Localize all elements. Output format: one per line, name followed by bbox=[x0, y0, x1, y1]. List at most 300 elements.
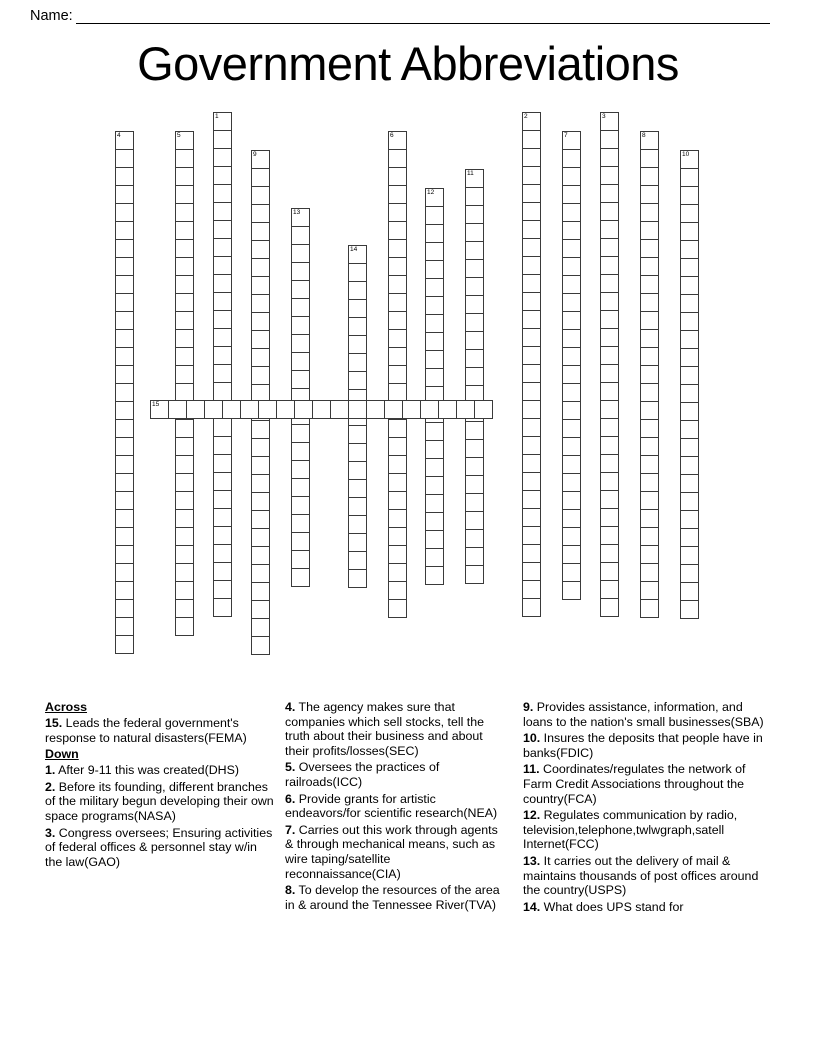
grid-cell[interactable] bbox=[294, 400, 313, 419]
grid-cell[interactable] bbox=[175, 185, 194, 204]
grid-cell[interactable] bbox=[465, 205, 484, 224]
grid-cell[interactable] bbox=[640, 527, 659, 546]
grid-cell[interactable] bbox=[115, 329, 134, 348]
grid-cell[interactable] bbox=[522, 580, 541, 599]
grid-cell[interactable] bbox=[175, 437, 194, 456]
grid-cell[interactable] bbox=[522, 202, 541, 221]
grid-cell[interactable] bbox=[600, 202, 619, 221]
grid-cell[interactable] bbox=[251, 222, 270, 241]
grid-cell[interactable] bbox=[213, 436, 232, 455]
grid-cell[interactable] bbox=[251, 168, 270, 187]
grid-cell[interactable] bbox=[465, 439, 484, 458]
grid-cell[interactable] bbox=[115, 257, 134, 276]
grid-cell[interactable] bbox=[115, 185, 134, 204]
grid-cell[interactable] bbox=[600, 166, 619, 185]
grid-cell[interactable] bbox=[213, 526, 232, 545]
grid-cell[interactable] bbox=[562, 275, 581, 294]
grid-cell[interactable] bbox=[115, 473, 134, 492]
grid-cell-start-10[interactable] bbox=[680, 150, 699, 169]
grid-cell[interactable] bbox=[251, 492, 270, 511]
grid-cell[interactable] bbox=[213, 166, 232, 185]
grid-cell[interactable] bbox=[640, 383, 659, 402]
grid-cell[interactable] bbox=[522, 400, 541, 419]
grid-cell[interactable] bbox=[522, 490, 541, 509]
grid-cell[interactable] bbox=[388, 293, 407, 312]
grid-cell[interactable] bbox=[291, 532, 310, 551]
grid-cell[interactable] bbox=[115, 437, 134, 456]
grid-cell[interactable] bbox=[562, 203, 581, 222]
grid-cell[interactable] bbox=[388, 149, 407, 168]
grid-cell[interactable] bbox=[291, 334, 310, 353]
grid-cell[interactable] bbox=[213, 562, 232, 581]
grid-cell-start-11[interactable] bbox=[465, 169, 484, 188]
grid-cell[interactable] bbox=[366, 400, 385, 419]
grid-cell[interactable] bbox=[204, 400, 223, 419]
grid-cell[interactable] bbox=[562, 311, 581, 330]
grid-cell[interactable] bbox=[175, 221, 194, 240]
grid-cell[interactable] bbox=[640, 167, 659, 186]
grid-cell[interactable] bbox=[348, 371, 367, 390]
grid-cell[interactable] bbox=[115, 563, 134, 582]
grid-cell[interactable] bbox=[251, 600, 270, 619]
grid-cell[interactable] bbox=[348, 335, 367, 354]
grid-cell[interactable] bbox=[213, 580, 232, 599]
grid-cell[interactable] bbox=[175, 617, 194, 636]
grid-cell[interactable] bbox=[600, 544, 619, 563]
grid-cell[interactable] bbox=[388, 347, 407, 366]
grid-cell[interactable] bbox=[388, 545, 407, 564]
grid-cell[interactable] bbox=[465, 241, 484, 260]
grid-cell[interactable] bbox=[168, 400, 187, 419]
grid-cell[interactable] bbox=[213, 472, 232, 491]
grid-cell[interactable] bbox=[465, 367, 484, 386]
grid-cell[interactable] bbox=[640, 473, 659, 492]
grid-cell-start-6[interactable] bbox=[388, 131, 407, 150]
grid-cell[interactable] bbox=[680, 564, 699, 583]
grid-cell[interactable] bbox=[115, 275, 134, 294]
grid-cell[interactable] bbox=[680, 420, 699, 439]
grid-cell[interactable] bbox=[291, 352, 310, 371]
grid-cell[interactable] bbox=[522, 166, 541, 185]
grid-cell[interactable] bbox=[291, 442, 310, 461]
grid-cell[interactable] bbox=[291, 424, 310, 443]
grid-cell[interactable] bbox=[562, 167, 581, 186]
grid-cell[interactable] bbox=[562, 329, 581, 348]
grid-cell[interactable] bbox=[388, 563, 407, 582]
grid-cell[interactable] bbox=[388, 527, 407, 546]
grid-cell[interactable] bbox=[640, 275, 659, 294]
grid-cell[interactable] bbox=[115, 635, 134, 654]
grid-cell[interactable] bbox=[562, 527, 581, 546]
grid-cell[interactable] bbox=[348, 479, 367, 498]
grid-cell[interactable] bbox=[251, 312, 270, 331]
grid-cell[interactable] bbox=[175, 527, 194, 546]
grid-cell[interactable] bbox=[348, 443, 367, 462]
grid-cell[interactable] bbox=[640, 401, 659, 420]
grid-cell[interactable] bbox=[680, 348, 699, 367]
grid-cell[interactable] bbox=[600, 130, 619, 149]
grid-cell[interactable] bbox=[562, 257, 581, 276]
grid-cell[interactable] bbox=[115, 347, 134, 366]
grid-cell[interactable] bbox=[522, 418, 541, 437]
grid-cell[interactable] bbox=[425, 260, 444, 279]
grid-cell[interactable] bbox=[465, 529, 484, 548]
grid-cell[interactable] bbox=[175, 239, 194, 258]
grid-cell[interactable] bbox=[600, 598, 619, 617]
grid-cell[interactable] bbox=[330, 400, 349, 419]
grid-cell[interactable] bbox=[522, 256, 541, 275]
grid-cell[interactable] bbox=[465, 277, 484, 296]
grid-cell[interactable] bbox=[115, 383, 134, 402]
grid-cell[interactable] bbox=[522, 130, 541, 149]
grid-cell[interactable] bbox=[276, 400, 295, 419]
grid-cell[interactable] bbox=[240, 400, 259, 419]
grid-cell[interactable] bbox=[115, 311, 134, 330]
grid-cell[interactable] bbox=[388, 167, 407, 186]
grid-cell[interactable] bbox=[465, 547, 484, 566]
grid-cell[interactable] bbox=[640, 545, 659, 564]
grid-cell-start-2[interactable] bbox=[522, 112, 541, 131]
grid-cell[interactable] bbox=[680, 492, 699, 511]
grid-cell[interactable] bbox=[600, 184, 619, 203]
grid-cell[interactable] bbox=[291, 316, 310, 335]
grid-cell[interactable] bbox=[213, 220, 232, 239]
grid-cell[interactable] bbox=[425, 332, 444, 351]
grid-cell[interactable] bbox=[425, 350, 444, 369]
grid-cell-start-1[interactable] bbox=[213, 112, 232, 131]
grid-cell[interactable] bbox=[213, 544, 232, 563]
grid-cell[interactable] bbox=[465, 349, 484, 368]
grid-cell[interactable] bbox=[465, 259, 484, 278]
grid-cell[interactable] bbox=[115, 365, 134, 384]
grid-cell[interactable] bbox=[175, 419, 194, 438]
grid-cell[interactable] bbox=[680, 546, 699, 565]
grid-cell[interactable] bbox=[175, 257, 194, 276]
grid-cell[interactable] bbox=[465, 511, 484, 530]
grid-cell[interactable] bbox=[348, 497, 367, 516]
grid-cell-start-3[interactable] bbox=[600, 112, 619, 131]
grid-cell[interactable] bbox=[115, 239, 134, 258]
grid-cell[interactable] bbox=[522, 454, 541, 473]
grid-cell[interactable] bbox=[175, 203, 194, 222]
grid-cell[interactable] bbox=[213, 130, 232, 149]
grid-cell[interactable] bbox=[251, 438, 270, 457]
grid-cell[interactable] bbox=[115, 293, 134, 312]
grid-cell[interactable] bbox=[522, 310, 541, 329]
grid-cell[interactable] bbox=[562, 491, 581, 510]
grid-cell[interactable] bbox=[175, 149, 194, 168]
grid-cell[interactable] bbox=[175, 455, 194, 474]
grid-cell[interactable] bbox=[175, 581, 194, 600]
grid-cell[interactable] bbox=[388, 491, 407, 510]
grid-cell[interactable] bbox=[425, 530, 444, 549]
grid-cell[interactable] bbox=[213, 364, 232, 383]
grid-cell[interactable] bbox=[213, 292, 232, 311]
grid-cell[interactable] bbox=[562, 221, 581, 240]
grid-cell[interactable] bbox=[175, 167, 194, 186]
grid-cell[interactable] bbox=[680, 222, 699, 241]
grid-cell[interactable] bbox=[600, 346, 619, 365]
grid-cell[interactable] bbox=[600, 220, 619, 239]
grid-cell[interactable] bbox=[115, 221, 134, 240]
grid-cell[interactable] bbox=[522, 238, 541, 257]
grid-cell[interactable] bbox=[213, 202, 232, 221]
grid-cell[interactable] bbox=[465, 223, 484, 242]
grid-cell[interactable] bbox=[213, 598, 232, 617]
grid-cell[interactable] bbox=[388, 257, 407, 276]
grid-cell[interactable] bbox=[425, 476, 444, 495]
grid-cell[interactable] bbox=[213, 418, 232, 437]
grid-cell[interactable] bbox=[425, 296, 444, 315]
grid-cell-start-12[interactable] bbox=[425, 188, 444, 207]
grid-cell[interactable] bbox=[474, 400, 493, 419]
grid-cell[interactable] bbox=[175, 365, 194, 384]
grid-cell[interactable] bbox=[213, 382, 232, 401]
grid-cell[interactable] bbox=[425, 548, 444, 567]
grid-cell[interactable] bbox=[522, 382, 541, 401]
grid-cell[interactable] bbox=[465, 421, 484, 440]
grid-cell[interactable] bbox=[522, 328, 541, 347]
grid-cell[interactable] bbox=[425, 206, 444, 225]
grid-cell[interactable] bbox=[348, 263, 367, 282]
grid-cell[interactable] bbox=[522, 220, 541, 239]
grid-cell[interactable] bbox=[388, 203, 407, 222]
grid-cell[interactable] bbox=[175, 311, 194, 330]
grid-cell[interactable] bbox=[251, 582, 270, 601]
grid-cell[interactable] bbox=[522, 562, 541, 581]
grid-cell[interactable] bbox=[291, 244, 310, 263]
grid-cell[interactable] bbox=[425, 494, 444, 513]
grid-cell[interactable] bbox=[348, 515, 367, 534]
grid-cell[interactable] bbox=[251, 258, 270, 277]
grid-cell[interactable] bbox=[291, 514, 310, 533]
grid-cell[interactable] bbox=[213, 346, 232, 365]
grid-cell[interactable] bbox=[522, 346, 541, 365]
grid-cell[interactable] bbox=[562, 401, 581, 420]
grid-cell[interactable] bbox=[388, 275, 407, 294]
grid-cell[interactable] bbox=[388, 329, 407, 348]
grid-cell[interactable] bbox=[115, 455, 134, 474]
grid-cell[interactable] bbox=[640, 293, 659, 312]
grid-cell[interactable] bbox=[251, 564, 270, 583]
grid-cell[interactable] bbox=[522, 598, 541, 617]
grid-cell[interactable] bbox=[251, 240, 270, 259]
grid-cell[interactable] bbox=[251, 636, 270, 655]
grid-cell[interactable] bbox=[562, 563, 581, 582]
grid-cell[interactable] bbox=[680, 600, 699, 619]
grid-cell[interactable] bbox=[348, 281, 367, 300]
grid-cell-start-8[interactable] bbox=[640, 131, 659, 150]
grid-cell[interactable] bbox=[115, 491, 134, 510]
grid-cell[interactable] bbox=[680, 186, 699, 205]
grid-cell[interactable] bbox=[562, 293, 581, 312]
grid-cell[interactable] bbox=[522, 544, 541, 563]
grid-cell[interactable] bbox=[251, 474, 270, 493]
grid-cell[interactable] bbox=[640, 257, 659, 276]
grid-cell[interactable] bbox=[115, 149, 134, 168]
grid-cell[interactable] bbox=[388, 311, 407, 330]
grid-cell[interactable] bbox=[465, 313, 484, 332]
grid-cell[interactable] bbox=[680, 294, 699, 313]
grid-cell[interactable] bbox=[680, 438, 699, 457]
grid-cell[interactable] bbox=[175, 491, 194, 510]
grid-cell[interactable] bbox=[640, 203, 659, 222]
grid-cell[interactable] bbox=[680, 384, 699, 403]
grid-cell[interactable] bbox=[425, 458, 444, 477]
grid-cell[interactable] bbox=[388, 581, 407, 600]
grid-cell[interactable] bbox=[388, 509, 407, 528]
grid-cell[interactable] bbox=[115, 203, 134, 222]
grid-cell[interactable] bbox=[600, 580, 619, 599]
grid-cell[interactable] bbox=[562, 149, 581, 168]
grid-cell[interactable] bbox=[562, 347, 581, 366]
grid-cell[interactable] bbox=[640, 419, 659, 438]
grid-cell[interactable] bbox=[348, 569, 367, 588]
grid-cell[interactable] bbox=[213, 454, 232, 473]
grid-cell[interactable] bbox=[251, 366, 270, 385]
grid-cell[interactable] bbox=[640, 185, 659, 204]
grid-cell[interactable] bbox=[562, 509, 581, 528]
grid-cell[interactable] bbox=[600, 472, 619, 491]
grid-cell[interactable] bbox=[600, 292, 619, 311]
grid-cell[interactable] bbox=[522, 526, 541, 545]
grid-cell[interactable] bbox=[291, 262, 310, 281]
grid-cell[interactable] bbox=[115, 401, 134, 420]
grid-cell[interactable] bbox=[680, 366, 699, 385]
grid-cell[interactable] bbox=[562, 455, 581, 474]
grid-cell[interactable] bbox=[562, 545, 581, 564]
grid-cell[interactable] bbox=[680, 582, 699, 601]
grid-cell[interactable] bbox=[115, 545, 134, 564]
grid-cell[interactable] bbox=[388, 239, 407, 258]
grid-cell[interactable] bbox=[562, 581, 581, 600]
grid-cell[interactable] bbox=[213, 508, 232, 527]
grid-cell[interactable] bbox=[465, 475, 484, 494]
grid-cell[interactable] bbox=[640, 239, 659, 258]
grid-cell[interactable] bbox=[465, 187, 484, 206]
grid-cell[interactable] bbox=[384, 400, 403, 419]
grid-cell[interactable] bbox=[213, 238, 232, 257]
grid-cell[interactable] bbox=[600, 274, 619, 293]
grid-cell[interactable] bbox=[425, 440, 444, 459]
grid-cell[interactable] bbox=[680, 402, 699, 421]
grid-cell[interactable] bbox=[680, 510, 699, 529]
grid-cell[interactable] bbox=[600, 382, 619, 401]
grid-cell[interactable] bbox=[600, 328, 619, 347]
grid-cell[interactable] bbox=[600, 400, 619, 419]
grid-cell[interactable] bbox=[251, 330, 270, 349]
grid-cell[interactable] bbox=[425, 314, 444, 333]
grid-cell[interactable] bbox=[600, 256, 619, 275]
grid-cell[interactable] bbox=[680, 474, 699, 493]
grid-cell[interactable] bbox=[425, 278, 444, 297]
grid-cell[interactable] bbox=[640, 563, 659, 582]
grid-cell[interactable] bbox=[213, 274, 232, 293]
grid-cell[interactable] bbox=[186, 400, 205, 419]
grid-cell[interactable] bbox=[438, 400, 457, 419]
grid-cell[interactable] bbox=[600, 526, 619, 545]
grid-cell[interactable] bbox=[522, 508, 541, 527]
grid-cell[interactable] bbox=[388, 599, 407, 618]
grid-cell[interactable] bbox=[213, 256, 232, 275]
grid-cell[interactable] bbox=[388, 185, 407, 204]
grid-cell[interactable] bbox=[175, 473, 194, 492]
grid-cell[interactable] bbox=[600, 508, 619, 527]
grid-cell[interactable] bbox=[465, 331, 484, 350]
grid-cell[interactable] bbox=[600, 238, 619, 257]
grid-cell[interactable] bbox=[640, 221, 659, 240]
grid-cell[interactable] bbox=[425, 566, 444, 585]
grid-cell[interactable] bbox=[680, 330, 699, 349]
grid-cell[interactable] bbox=[680, 240, 699, 259]
grid-cell[interactable] bbox=[348, 425, 367, 444]
grid-cell[interactable] bbox=[562, 473, 581, 492]
grid-cell[interactable] bbox=[562, 383, 581, 402]
grid-cell[interactable] bbox=[522, 436, 541, 455]
grid-cell[interactable] bbox=[640, 365, 659, 384]
grid-cell[interactable] bbox=[640, 311, 659, 330]
grid-cell[interactable] bbox=[562, 185, 581, 204]
grid-cell[interactable] bbox=[291, 370, 310, 389]
grid-cell[interactable] bbox=[115, 599, 134, 618]
grid-cell[interactable] bbox=[522, 472, 541, 491]
grid-cell[interactable] bbox=[600, 310, 619, 329]
grid-cell[interactable] bbox=[312, 400, 331, 419]
grid-cell[interactable] bbox=[600, 418, 619, 437]
grid-cell[interactable] bbox=[213, 490, 232, 509]
grid-cell[interactable] bbox=[680, 276, 699, 295]
grid-cell[interactable] bbox=[115, 509, 134, 528]
grid-cell[interactable] bbox=[600, 562, 619, 581]
grid-cell[interactable] bbox=[562, 365, 581, 384]
grid-cell-start-14[interactable] bbox=[348, 245, 367, 264]
grid-cell[interactable] bbox=[251, 204, 270, 223]
grid-cell[interactable] bbox=[388, 419, 407, 438]
grid-cell[interactable] bbox=[222, 400, 241, 419]
grid-cell[interactable] bbox=[213, 328, 232, 347]
grid-cell[interactable] bbox=[348, 317, 367, 336]
grid-cell[interactable] bbox=[291, 478, 310, 497]
grid-cell[interactable] bbox=[348, 299, 367, 318]
grid-cell[interactable] bbox=[420, 400, 439, 419]
grid-cell-start-13[interactable] bbox=[291, 208, 310, 227]
grid-cell[interactable] bbox=[348, 551, 367, 570]
grid-cell[interactable] bbox=[388, 455, 407, 474]
grid-cell[interactable] bbox=[115, 419, 134, 438]
grid-cell[interactable] bbox=[175, 545, 194, 564]
grid-cell[interactable] bbox=[425, 512, 444, 531]
grid-cell[interactable] bbox=[251, 510, 270, 529]
grid-cell[interactable] bbox=[291, 460, 310, 479]
grid-cell[interactable] bbox=[251, 456, 270, 475]
grid-cell[interactable] bbox=[522, 364, 541, 383]
grid-cell[interactable] bbox=[465, 295, 484, 314]
grid-cell-start-15[interactable] bbox=[150, 400, 169, 419]
grid-cell[interactable] bbox=[388, 437, 407, 456]
grid-cell[interactable] bbox=[175, 293, 194, 312]
grid-cell[interactable] bbox=[640, 347, 659, 366]
grid-cell[interactable] bbox=[388, 221, 407, 240]
grid-cell[interactable] bbox=[680, 312, 699, 331]
grid-cell[interactable] bbox=[251, 186, 270, 205]
grid-cell[interactable] bbox=[425, 224, 444, 243]
grid-cell[interactable] bbox=[213, 310, 232, 329]
grid-cell[interactable] bbox=[425, 242, 444, 261]
grid-cell[interactable] bbox=[425, 422, 444, 441]
grid-cell[interactable] bbox=[425, 368, 444, 387]
grid-cell[interactable] bbox=[600, 454, 619, 473]
grid-cell[interactable] bbox=[291, 568, 310, 587]
